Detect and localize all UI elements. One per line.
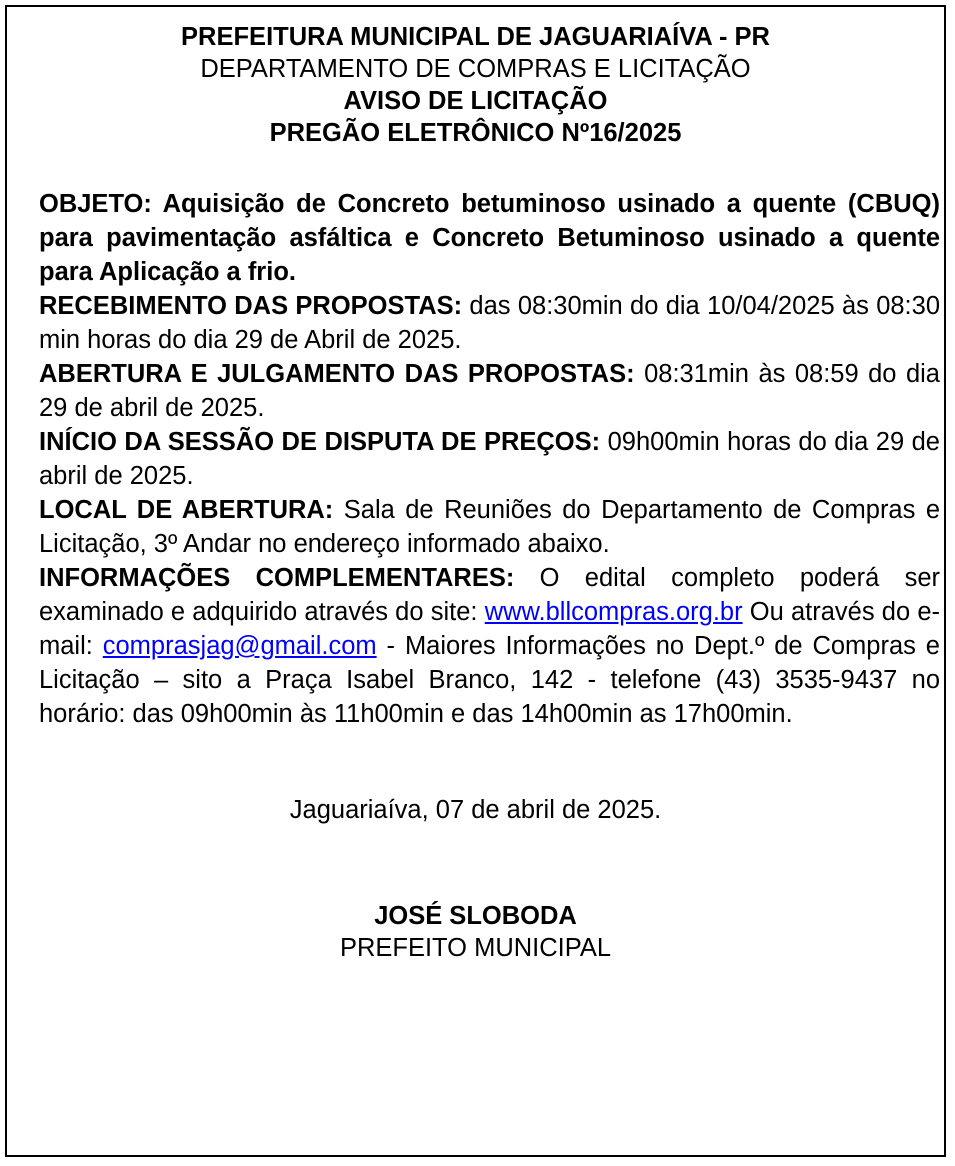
recebimento-label: RECEBIMENTO DAS PROPOSTAS: <box>39 292 463 320</box>
abertura-label: ABERTURA E JULGAMENTO DAS PROPOSTAS: <box>39 360 635 388</box>
local-paragraph <box>39 493 940 561</box>
informacoes-paragraph <box>39 561 940 731</box>
notice-header <box>7 21 944 149</box>
municipality-title: PREFEITURA MUNICIPAL DE JAGUARIAÍVA - PR <box>181 23 770 51</box>
notice-title: AVISO DE LICITAÇÃO <box>343 87 608 115</box>
auction-number: PREGÃO ELETRÔNICO Nº16/2025 <box>269 119 682 147</box>
local-text: Sala de Reuniões do Departamento de Compras e Licitação, 3º Andar no endereço informado abaixo. <box>39 496 941 558</box>
notice-body <box>39 187 940 731</box>
site-link[interactable]: www.bllcompras.org.br <box>484 598 743 626</box>
department-title: DEPARTAMENTO DE COMPRAS E LICITAÇÃO <box>200 55 751 83</box>
informacoes-text-email: Ou através do e-mail: <box>39 598 941 660</box>
notice-frame <box>5 5 946 1157</box>
objeto-label: OBJETO: Aquisição de Concreto betuminoso usinado a quente (CBUQ) para pavimentação asfáltica e Concreto Betuminoso usinado a quente para Aplicação a frio. <box>39 190 940 286</box>
recebimento-text: das 08:30min do dia 10/04/2025 às 08:30 min horas do dia 29 de Abril de 2025. <box>39 292 941 354</box>
abertura-paragraph <box>39 357 940 425</box>
objeto-paragraph <box>39 187 940 289</box>
informacoes-text-site: O edital completo poderá ser examinado e adquirido através do site: <box>39 564 941 626</box>
email-link[interactable]: comprasjag@gmail.com <box>102 632 377 660</box>
recebimento-paragraph <box>39 289 940 357</box>
informacoes-text-after: - Maiores Informações no Dept.º de Compras e Licitação – sito a Praça Isabel Branco, 142 - telefone (43) 3535-9437 no horário: das 09h00min às 11h00min e das 14h00min as 17h00min. <box>39 632 940 728</box>
inicio-paragraph <box>39 425 940 493</box>
inicio-label: INÍCIO DA SESSÃO DE DISPUTA DE PREÇOS: <box>39 428 601 456</box>
informacoes-label: INFORMAÇÕES COMPLEMENTARES: <box>39 564 515 592</box>
date-line: Jaguariaíva, 07 de abril de 2025. <box>289 796 662 824</box>
local-label: LOCAL DE ABERTURA: <box>39 496 334 524</box>
inicio-text: 09h00min horas do dia 29 de abril de 2025. <box>39 428 940 490</box>
signature-block <box>7 900 944 964</box>
signatory-title: PREFEITO MUNICIPAL <box>339 934 612 962</box>
signatory-name: JOSÉ SLOBODA <box>374 902 577 930</box>
abertura-text: 08:31min às 08:59 do dia 29 de abril de 2025. <box>39 360 940 422</box>
